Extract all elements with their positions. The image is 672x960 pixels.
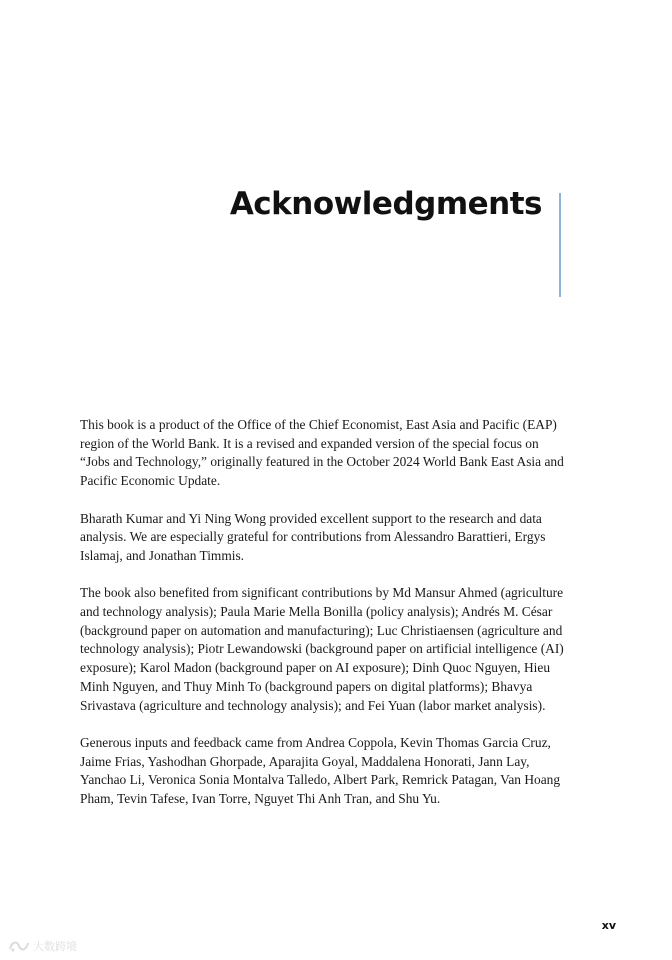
paragraph-4: Generous inputs and feedback came from Andrea Coppola, Kevin Thomas Garcia Cruz, Jaime Frias, Yashodhan Ghorpade, Aparajita Goyal, Maddalena Honorati, Jann Lay, Yanchao Li, Veronica Sonia Montalva Talledo, Albert Park, Remrick Patagan, Van Hoang Pham, Tevin Tafese, Ivan Torre, Nguyet Thi Anh Tran, and Shu Yu.	[80, 734, 561, 807]
watermark	[8, 938, 77, 954]
paragraph-3: The book also benefited from significant contributions by Md Mansur Ahmed (agriculture and technology analysis); Paula Marie Mella Bonilla (policy analysis); Andrés M. César (background paper on automation and manufacturing); Luc Christiaensen (agriculture and technology analysis); Piotr Lewandowski (background paper on artificial intelligence (AI) exposure); Karol Madon (background paper on AI exposure); Dinh Quoc Nguyen, Hieu Minh Nguyen, and Thuy Minh To (background papers on digital platforms); Bhavya Srivastava (agriculture and technology analysis); and Fei Yuan (labor market analysis).	[80, 585, 564, 713]
watermark-logo-icon	[8, 939, 30, 953]
watermark-text: 大数跨境	[33, 940, 77, 953]
acknowledgments-body	[80, 416, 566, 827]
paragraph-2: Bharath Kumar and Yi Ning Wong provided excellent support to the research and data analysis. We are especially grateful for contributions from Alessandro Barattieri, Ergys Islamaj, and Jonathan Timmis.	[80, 510, 546, 563]
paragraph-1: This book is a product of the Office of the Chief Economist, East Asia and Pacific (EAP) region of the World Bank. It is a revised and expanded version of the special focus on “Jobs and Technology,” originally featured in the October 2024 World Bank East Asia and Pacific Economic Update.	[80, 417, 564, 489]
title-vertical-rule	[559, 193, 561, 297]
page-number: xv	[601, 919, 616, 932]
page-title: Acknowledgments	[229, 186, 542, 222]
